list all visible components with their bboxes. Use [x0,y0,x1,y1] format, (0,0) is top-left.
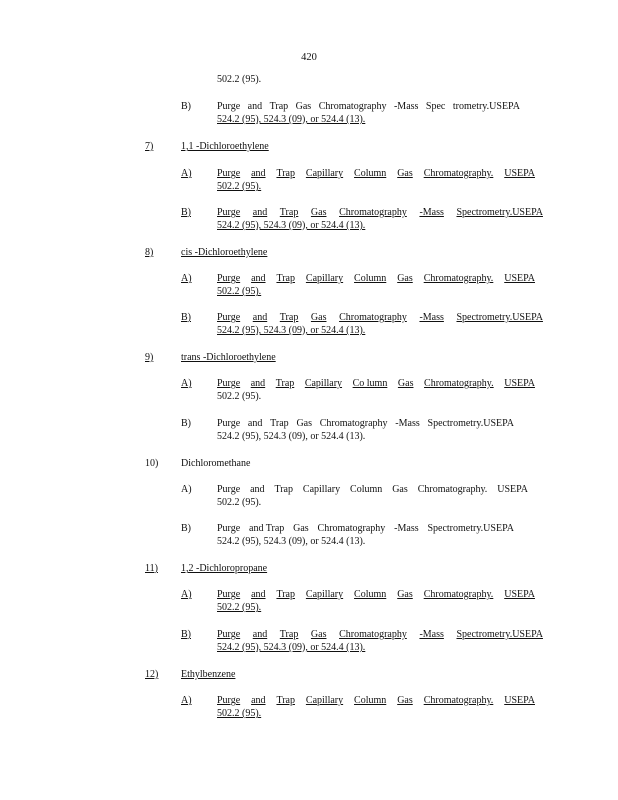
method-description [217,311,543,324]
word: and [251,273,266,284]
method-continuation: 524.2 (95), 524.3 (09), or 524.4 (13). [217,325,366,336]
word: Purge [217,418,241,429]
method-letter: B) [181,418,191,429]
method-continuation: 524.2 (95), 524.3 (09), or 524.4 (13). [217,431,366,442]
word: Spec [425,101,446,112]
word: Column [354,168,387,179]
method-description [217,272,535,285]
word: Trap [274,484,293,495]
method-description [217,377,535,390]
word: Spectrometry.USEPA [456,312,543,323]
word: Purge [217,484,241,495]
word: trometry.USEPA [452,101,520,112]
word: and [247,101,263,112]
method-continuation: 524.2 (95), 524.3 (09), or 524.4 (13). [217,642,366,653]
word: Gas [392,484,408,495]
word: Trap [279,312,299,323]
word: Chromatography [339,312,407,323]
method-letter: A) [181,378,192,389]
word: Trap [275,378,295,389]
word: Gas [310,207,327,218]
section-title: Dichloromethane [181,458,251,469]
method-continuation: 502.2 (95). [217,708,262,719]
word: and [250,378,266,389]
word: Purge [217,168,241,179]
section-title: trans -Dichloroethylene [181,352,276,363]
section-number: 7) [145,141,154,152]
word: Trap [276,695,295,706]
method-description [217,628,543,641]
word: -Mass [419,629,444,640]
word: Chromatography [317,523,386,534]
word: and [251,695,266,706]
word: USEPA [497,484,528,495]
method-continuation: 502.2 (95). [217,181,262,192]
word: -Mass [419,312,444,323]
method-continuation: 502.2 (95). [217,602,262,613]
word: USEPA [504,589,535,600]
word: Gas [293,523,309,534]
word: Trap [276,589,295,600]
method-continuation: 502.2 (95). [217,391,262,402]
section-number: 11) [145,563,158,574]
method-letter: B) [181,207,191,218]
word: Gas [310,312,327,323]
word: Capillary [304,378,343,389]
word: Purge [217,695,241,706]
word: and [252,629,268,640]
method-description [217,206,543,219]
word: Chromatography [339,629,407,640]
method-description [217,483,528,496]
word: Capillary [305,589,344,600]
method-continuation: 524.2 (95), 524.3 (09), or 524.4 (13). [217,220,366,231]
method-continuation: 524.2 (95), 524.3 (09), or 524.4 (13). [217,114,366,125]
word: Purge [217,101,241,112]
word: USEPA [504,168,535,179]
section-number: 10) [145,458,159,469]
method-letter: B) [181,101,191,112]
method-letter: B) [181,312,191,323]
section-title: Ethylbenzene [181,669,236,680]
word: Trap [269,101,289,112]
word: and Trap [249,523,285,534]
method-description [217,167,535,180]
word: Purge [217,589,241,600]
section-number: 12) [145,669,159,680]
method-description [217,417,514,430]
word: Gas [397,589,413,600]
method-continuation: 502.2 (95). [217,497,262,508]
word: Trap [279,629,299,640]
method-letter: B) [181,523,191,534]
word: Gas [397,695,413,706]
word: Spectrometry.USEPA [427,418,514,429]
word: and [251,589,266,600]
word: Purge [217,523,241,534]
method-continuation: 524.2 (95), 524.3 (09), or 524.4 (13). [217,536,366,547]
word: Co lumn [352,378,388,389]
word: Trap [276,273,295,284]
word: -Mass [419,207,444,218]
word: Gas [310,629,327,640]
word: USEPA [504,378,535,389]
word: and [252,312,268,323]
word: -Mass [393,101,419,112]
word: Chromatography [339,207,407,218]
word: Trap [270,418,289,429]
word: Gas [397,378,414,389]
method-letter: A) [181,484,192,495]
word: Purge [217,312,241,323]
word: Trap [279,207,299,218]
word: Gas [296,418,312,429]
word: Chromatography. [423,273,494,284]
word: Chromatography [318,101,387,112]
method-description [217,522,514,535]
word: -Mass [395,418,420,429]
method-letter: A) [181,695,192,706]
word: Gas [295,101,312,112]
method-letter: B) [181,629,191,640]
section-number: 8) [145,247,154,258]
word: Gas [397,273,413,284]
word: USEPA [504,695,535,706]
word: Spectrometry.USEPA [456,207,543,218]
section-title: cis -Dichloroethylene [181,247,268,258]
word: Capillary [305,695,344,706]
word: -Mass [394,523,419,534]
word: Purge [217,378,241,389]
word: and [247,418,263,429]
word: Chromatography. [423,589,494,600]
word: Spectrometry.USEPA [427,523,514,534]
section-number: 9) [145,352,154,363]
word: Trap [276,168,295,179]
method-description [217,588,535,601]
word: Capillary [305,168,344,179]
word: Spectrometry.USEPA [456,629,543,640]
word: Gas [397,168,413,179]
method-continuation: 502.2 (95). [217,286,262,297]
word: and [250,484,265,495]
page-number: 420 [301,52,317,63]
word: Chromatography. [424,378,494,389]
word: Purge [217,629,241,640]
word: Column [350,484,383,495]
word: Chromatography. [417,484,488,495]
word: Capillary [302,484,341,495]
word: Chromatography. [423,695,494,706]
method-continuation: 502.2 (95). [217,74,262,85]
word: and [252,207,268,218]
word: Purge [217,273,241,284]
section-title: 1,1 -Dichloroethylene [181,141,269,152]
word: and [251,168,266,179]
word: Column [354,589,387,600]
section-title: 1,2 -Dichloropropane [181,563,268,574]
method-letter: A) [181,273,192,284]
word: Column [354,273,387,284]
word: Purge [217,207,241,218]
method-letter: A) [181,168,192,179]
word: Chromatography [319,418,388,429]
method-letter: A) [181,589,192,600]
word: Chromatography. [423,168,494,179]
word: Capillary [305,273,344,284]
method-description [217,694,535,707]
word: USEPA [504,273,535,284]
word: Column [354,695,387,706]
method-description [217,100,520,113]
